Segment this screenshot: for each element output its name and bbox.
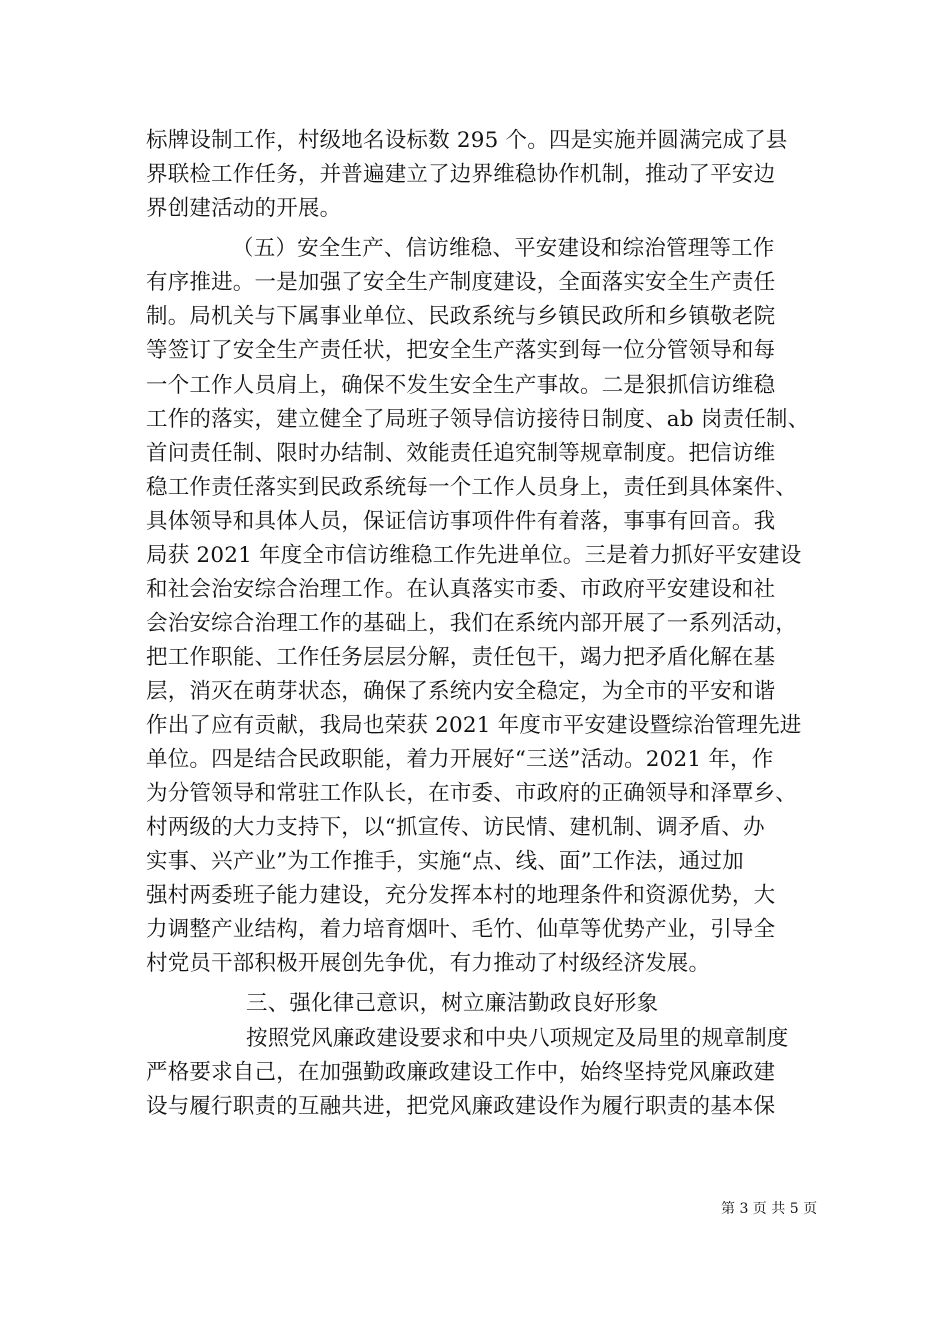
- text-line: 作出了应有贡献，我局也荣获 2021 年度市平安建设暨综治管理先进: [146, 713, 802, 738]
- text-line: 界联检工作任务，并普遍建立了边界维稳协作机制，推动了平安边: [146, 162, 776, 187]
- text-line: 等签订了安全生产责任状，把安全生产落实到每一位分管领导和每: [146, 338, 776, 363]
- text-line: 有序推进。一是加强了安全生产制度建设，全面落实安全生产责任: [146, 270, 776, 295]
- text-line: 稳工作责任落实到民政系统每一个工作人员身上，责任到具体案件、: [146, 475, 798, 500]
- page-number-footer: 第 3 页 共 5 页: [721, 1201, 818, 1217]
- text-line: 局获 2021 年度全市信访维稳工作先进单位。三是着力抓好平安建设: [146, 543, 802, 568]
- text-line: 和社会治安综合治理工作。在认真落实市委、市政府平安建设和社: [146, 577, 776, 602]
- text-line: 单位。四是结合民政职能，着力开展好“三送”活动。2021 年，作: [146, 747, 774, 772]
- text-line: 为分管领导和常驻工作队长，在市委、市政府的正确领导和泽覃乡、: [146, 781, 798, 806]
- text-line: 村党员干部积极开展创先争优，有力推动了村级经济发展。: [146, 951, 711, 976]
- text-line: 制。局机关与下属事业单位、民政系统与乡镇民政所和乡镇敬老院: [146, 304, 776, 329]
- text-line: 村两级的大力支持下，以“抓宣传、访民情、建机制、调矛盾、办: [146, 815, 765, 840]
- text-line: 设与履行职责的互融共进，把党风廉政建设作为履行职责的基本保: [146, 1094, 776, 1119]
- text-line: 标牌设制工作，村级地名设标数 295 个。四是实施并圆满完成了县: [146, 128, 788, 153]
- text-line: 力调整产业结构，着力培育烟叶、毛竹、仙草等优势产业，引导全: [146, 917, 776, 942]
- text-line: 具体领导和具体人员，保证信访事项件件有着落，事事有回音。我: [146, 509, 776, 534]
- text-line: 工作的落实，建立健全了局班子领导信访接待日制度、ab 岗责任制、: [146, 407, 810, 432]
- text-line: 实事、兴产业”为工作推手，实施“点、线、面”工作法，通过加: [146, 849, 744, 874]
- text-line: 层，消灭在萌芽状态，确保了系统内安全稳定，为全市的平安和谐: [146, 679, 776, 704]
- text-line: 严格要求自己，在加强勤政廉政建设工作中，始终坚持党风廉政建: [146, 1060, 776, 1085]
- text-line: 把工作职能、工作任务层层分解，责任包干，竭力把矛盾化解在基: [146, 645, 776, 670]
- text-line: 一个工作人员肩上，确保不发生安全生产事故。二是狠抓信访维稳: [146, 373, 776, 398]
- text-line: 界创建活动的开展。: [146, 196, 342, 221]
- section-heading-3: 三、强化律己意识，树立廉洁勤政良好形象: [246, 991, 659, 1016]
- text-line: 按照党风廉政建设要求和中央八项规定及局里的规章制度: [246, 1026, 789, 1051]
- text-line: 首问责任制、限时办结制、效能责任追究制等规章制度。把信访维: [146, 441, 776, 466]
- section-heading-5: （五）安全生产、信访维稳、平安建设和综治管理等工作: [232, 236, 775, 261]
- text-line: 会治安综合治理工作的基础上，我们在系统内部开展了一系列活动，: [146, 611, 798, 636]
- text-line: 强村两委班子能力建设，充分发挥本村的地理条件和资源优势，大: [146, 883, 776, 908]
